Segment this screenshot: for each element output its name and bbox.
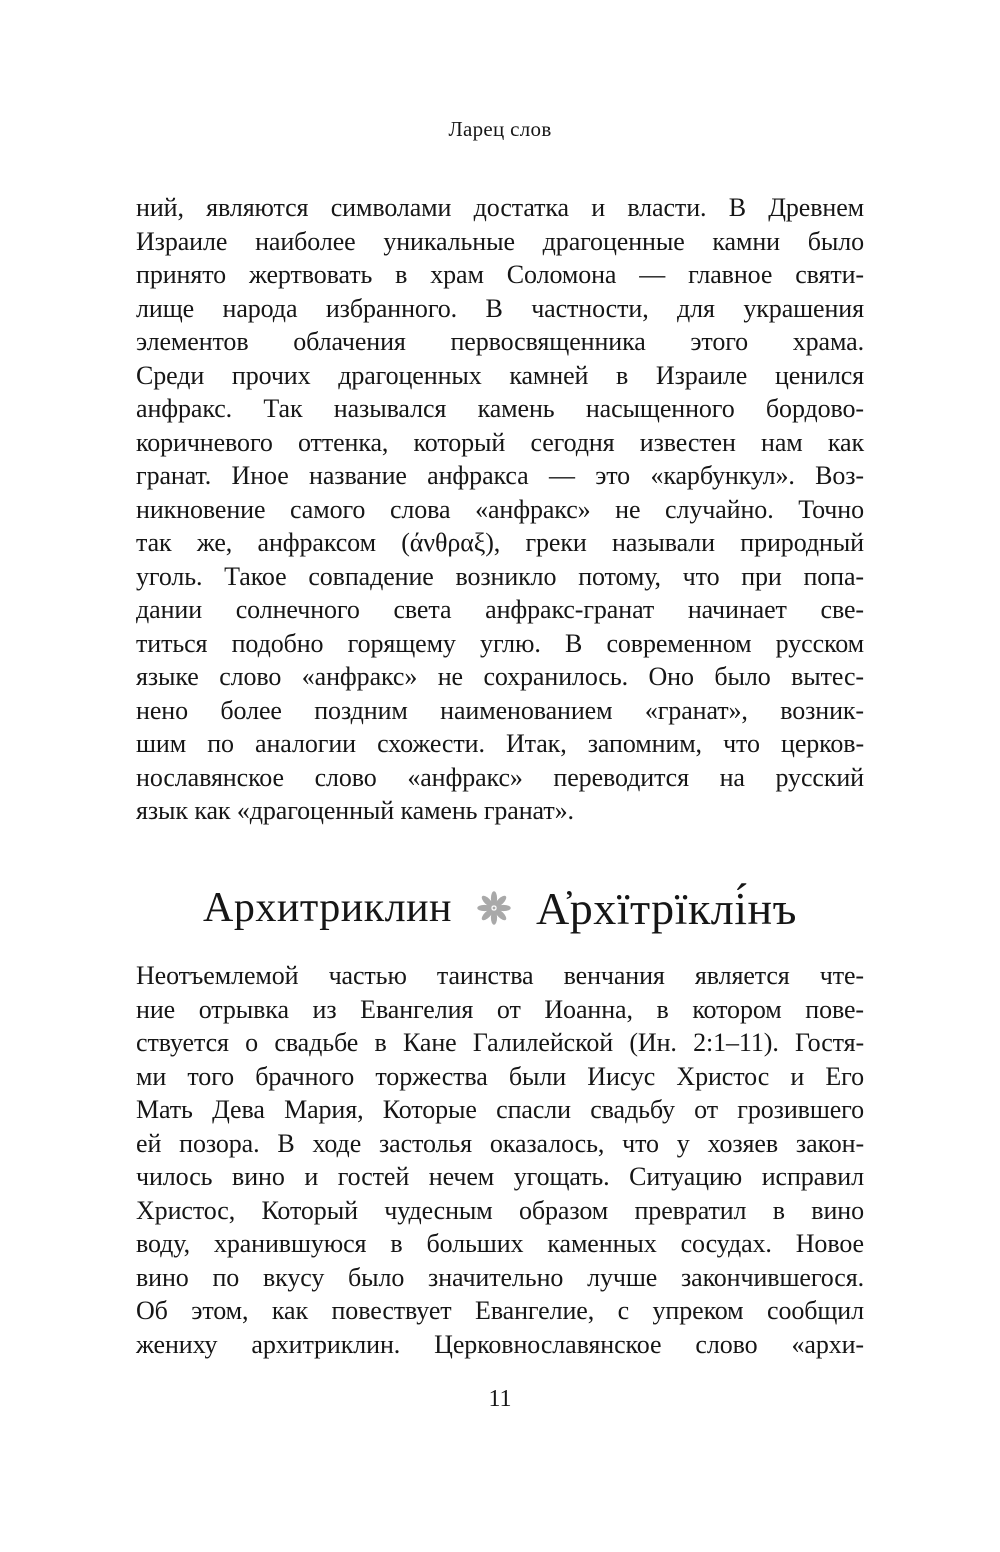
text-line: ние отрывка из Евангелия от Иоанна, в котором пове-	[136, 994, 864, 1024]
text-line: ствуется о свадьбе в Кане Галилейской (Ин. 2:1–11). Гостя-	[136, 1028, 864, 1057]
text-line: ми того брачного торжества были Иисус Христос и Его	[136, 1061, 864, 1091]
text-line: жениху архитриклин. Церковнославянское слово «архи-	[136, 1329, 864, 1359]
entry-paragraph	[136, 959, 864, 1361]
text-line: нославянское слово «анфракс» переводится на русский	[136, 762, 864, 792]
text-line: дании солнечного света анфракс-гранат начинает све-	[136, 595, 864, 624]
text-line: Среди прочих драгоценных камней в Израиле ценился	[136, 360, 864, 390]
text-line: элементов облачения первосвященника этого храма.	[136, 327, 864, 356]
text-line: принято жертвовать в храм Соломона — главное святи-	[136, 260, 864, 289]
text-line: гранат. Иное название анфракса — это «карбункул». Воз-	[136, 461, 864, 490]
text-line: ний, являются символами достатка и власти. В Древнем	[136, 193, 864, 222]
text-line: уголь. Такое совпадение возникло потому, что при попа-	[136, 561, 864, 591]
text-line: Израиле наиболее уникальные драгоценные камни было	[136, 226, 864, 256]
text-line: воду, хранившуюся в больших каменных сосудах. Новое	[136, 1229, 864, 1258]
text-line: чилось вино и гостей нечем угощать. Ситуацию исправил	[136, 1162, 864, 1191]
running-header: Ларец слов	[448, 117, 552, 141]
text-line: Неотъемлемой частью таинства венчания является чте-	[136, 961, 864, 990]
flower-ornament-icon	[476, 890, 512, 926]
entry-heading	[0, 860, 1000, 956]
text-line: никновение самого слова «анфракс» не случайно. Точно	[136, 494, 864, 524]
text-line: шим по аналогии схожести. Итак, запомним, что церков-	[136, 729, 864, 758]
text-line: так же, анфраксом (άνθραξ), греки называли природный	[136, 528, 864, 557]
entry-heading-slavonic: А̓рхїтрїклі́нъ	[536, 882, 797, 934]
text-line: нено более поздним наименованием «гранат», возник-	[136, 695, 864, 725]
text-line: ей позора. В ходе застолья оказалось, что у хозяев закон-	[136, 1128, 864, 1158]
text-line: вино по вкусу было значительно лучше закончившегося.	[136, 1262, 864, 1292]
text-line: анфракс. Так назывался камень насыщенного бордово-	[136, 394, 864, 423]
text-line: языке слово «анфракс» не сохранилось. Оно было вытес-	[136, 662, 864, 691]
text-line: Христос, Который чудесным образом превратил в вино	[136, 1195, 864, 1225]
entry-heading-russian: Архитриклин	[203, 885, 453, 931]
text-line: Об этом, как повествует Евангелие, с упреком сообщил	[136, 1296, 864, 1325]
paragraph-continued	[136, 191, 864, 828]
page-number: 11	[488, 1386, 512, 1412]
text-line: коричневого оттенка, который сегодня известен нам как	[136, 427, 864, 457]
text-line: лище народа избранного. В частности, для украшения	[136, 293, 864, 323]
text-line: титься подобно горящему углю. В современном русском	[136, 628, 864, 658]
text-line: Мать Дева Мария, Которые спасли свадьбу от грозившего	[136, 1095, 864, 1124]
text-line: язык как «драгоценный камень гранат».	[136, 796, 574, 825]
